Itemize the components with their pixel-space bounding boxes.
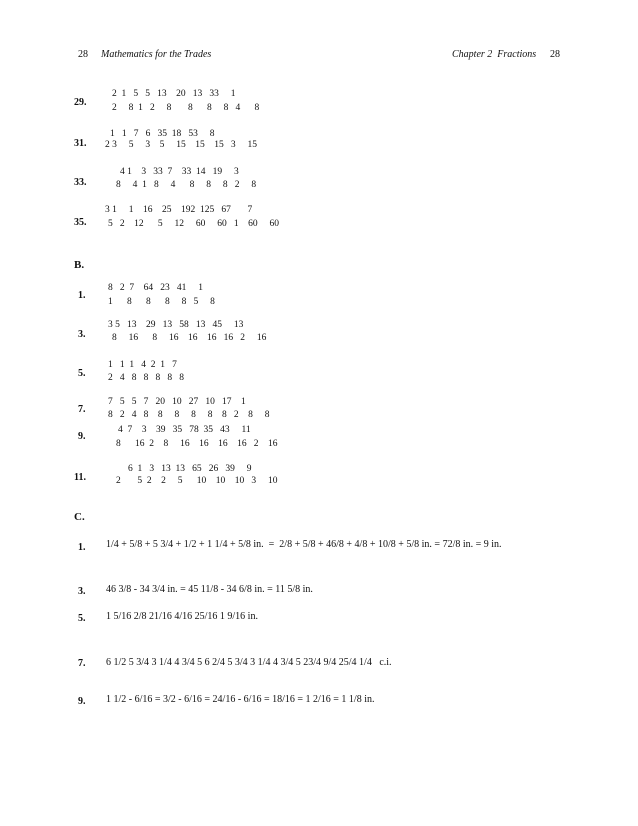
answer-line-bottom: 2 5 2 2 5 10 10 10 3 10 [116, 476, 278, 486]
worked-solution: 1/4 + 5/8 + 5 3/4 + 1/2 + 1 1/4 + 5/8 in. = 2/8 + 5/8 + 46/8 + 4/8 + 10/8 + 5/8 in. = 72/8 in. = 9 in. [106, 539, 502, 550]
problem-number: 7. [78, 658, 86, 669]
worked-solution: 1 1/2 - 6/16 = 3/2 - 6/16 = 24/16 - 6/16 = 18/16 = 1 2/16 = 1 1/8 in. [106, 694, 375, 705]
answer-line-bottom: 2 3 5 3 5 15 15 15 3 15 [105, 140, 257, 150]
right-page-number: 28 [550, 49, 560, 60]
problem-number: 3. [78, 329, 86, 340]
worked-solution: 46 3/8 - 34 3/4 in. = 45 11/8 - 34 6/8 in. = 11 5/8 in. [106, 584, 313, 595]
answer-line-top: 4 7 3 39 35 78 35 43 11 [118, 425, 251, 435]
answer-line-bottom: 8 2 4 8 8 8 8 8 8 2 8 8 [108, 410, 270, 420]
answer-line-top: 1 1 7 6 35 18 53 8 [110, 129, 215, 139]
left-running-title: Mathematics for the Trades [101, 49, 212, 60]
problem-number: 33. [74, 177, 87, 188]
answer-line-top: 6 1 3 13 13 65 26 39 9 [128, 464, 252, 474]
left-page-number: 28 [78, 49, 88, 60]
right-running-title: Chapter 2 Fractions [452, 49, 537, 60]
answer-line-bottom: 8 4 1 8 4 8 8 8 2 8 [116, 180, 257, 190]
problem-number: 1. [78, 542, 86, 553]
answer-line-bottom: 1 8 8 8 8 5 8 [108, 297, 215, 307]
problem-number: 5. [78, 613, 86, 624]
problem-number: 11. [74, 472, 86, 483]
answer-line-top: 3 1 1 16 25 192 125 67 7 [105, 205, 253, 215]
problem-number: 9. [78, 696, 86, 707]
problem-number: 1. [78, 290, 86, 301]
worked-solution: 6 1/2 5 3/4 3 1/4 4 3/4 5 6 2/4 5 3/4 3 1/4 4 3/4 5 23/4 9/4 25/4 1/4 c.i. [106, 657, 392, 668]
answer-line-top: 4 1 3 33 7 33 14 19 3 [120, 167, 239, 177]
answer-line-top: 7 5 5 7 20 10 27 10 17 1 [108, 397, 246, 407]
problem-number: 3. [78, 586, 86, 597]
section-heading-c: C. [74, 511, 85, 523]
answer-line-bottom: 2 8 1 2 8 8 8 8 4 8 [112, 103, 260, 113]
answer-line-top: 2 1 5 5 13 20 13 33 1 [112, 89, 236, 99]
problem-number: 9. [78, 431, 86, 442]
problem-number: 29. [74, 97, 87, 108]
answer-line-top: 1 1 1 4 2 1 7 [108, 360, 177, 370]
section-heading-b: B. [74, 259, 85, 271]
answer-line-bottom: 8 16 2 8 16 16 16 16 2 16 [116, 439, 278, 449]
problem-number: 31. [74, 138, 87, 149]
answer-line-bottom: 8 16 8 16 16 16 16 2 16 [112, 333, 267, 343]
answer-line-top: 8 2 7 64 23 41 1 [108, 283, 203, 293]
problem-number: 35. [74, 217, 87, 228]
answer-line-bottom: 2 4 8 8 8 8 8 [108, 373, 184, 383]
problem-number: 5. [78, 368, 86, 379]
worked-solution: 1 5/16 2/8 21/16 4/16 25/16 1 9/16 in. [106, 611, 258, 622]
problem-number: 7. [78, 404, 86, 415]
answer-line-bottom: 5 2 12 5 12 60 60 1 60 60 [108, 219, 279, 229]
answer-line-top: 3 5 13 29 13 58 13 45 13 [108, 320, 244, 330]
